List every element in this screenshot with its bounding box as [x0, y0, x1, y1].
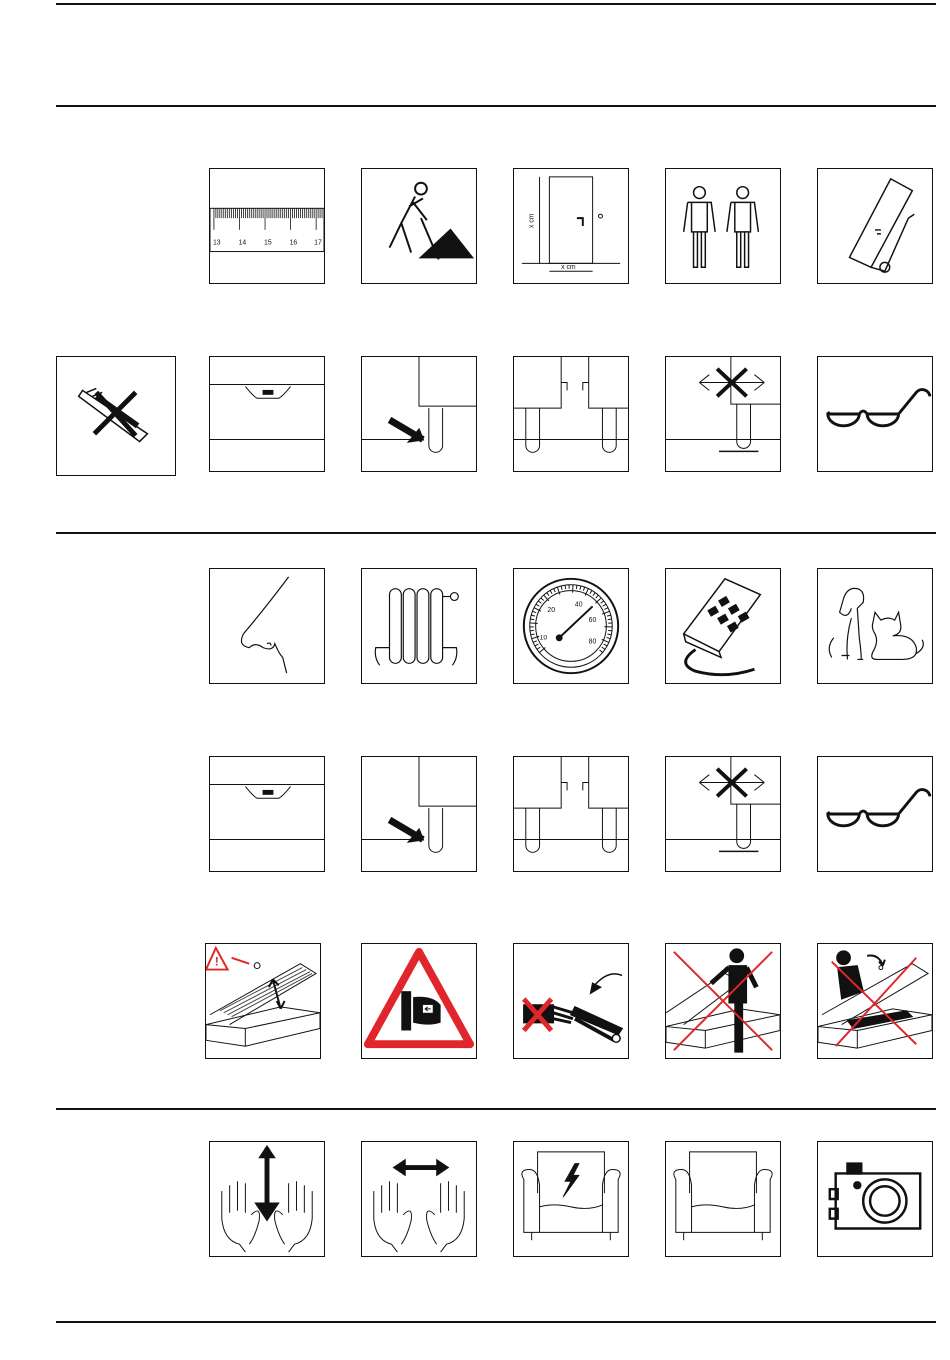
- hand-crush-warning-icon: [361, 943, 477, 1059]
- hands-horizontal-icon: [361, 1141, 477, 1257]
- gauge-tick: [601, 601, 604, 603]
- radiator-icon: [361, 568, 477, 684]
- no-slide-feet-icon: [665, 356, 781, 472]
- gauge-tick: [533, 641, 537, 643]
- gauge-tick: [580, 586, 581, 590]
- gauge-tick: [607, 637, 611, 638]
- gauge-tick: [531, 615, 535, 616]
- level-icon: [209, 756, 325, 872]
- gauge-tick: [547, 593, 549, 596]
- foot-arrow-icon: [361, 756, 477, 872]
- gauge-tick: [595, 598, 601, 603]
- gauge-tick: [607, 615, 611, 616]
- section-rule-1: [56, 105, 936, 107]
- door-measure-icon: [513, 168, 629, 284]
- svg-text:x cm: x cm: [561, 264, 576, 272]
- svg-text:80: 80: [588, 638, 597, 646]
- gauge-tick: [532, 611, 536, 612]
- svg-text:20: 20: [547, 607, 556, 615]
- gauge-tick: [535, 644, 538, 646]
- no-slide-feet-icon: [665, 756, 781, 872]
- gauge-tick: [538, 601, 541, 603]
- gauge-tick: [530, 619, 534, 620]
- gauge-tick: [530, 623, 538, 624]
- hand-truck-box-icon: [817, 168, 933, 284]
- gauge-tick: [554, 589, 556, 593]
- no-person-inside-bed-icon: [817, 943, 933, 1059]
- gauge-tick: [590, 590, 592, 593]
- svg-text:40: 40: [574, 601, 583, 609]
- gauge-tick: [541, 598, 544, 601]
- gauge-tick: [603, 604, 606, 606]
- no-knife-icon: [56, 356, 176, 476]
- bed-lift-warning-icon: [205, 943, 321, 1059]
- two-feet-icon: [513, 756, 629, 872]
- gauge-tick: [604, 644, 607, 646]
- svg-text:15: 15: [264, 239, 272, 247]
- gauge-tick: [593, 593, 595, 596]
- gauge-tick: [561, 586, 562, 590]
- two-people-icon: [665, 168, 781, 284]
- remote-control-icon: [665, 568, 781, 684]
- glasses-icon: [817, 356, 933, 472]
- two-feet-icon: [513, 356, 629, 472]
- gauge-tick: [583, 587, 584, 591]
- svg-text:10: 10: [539, 634, 548, 642]
- foot-arrow-icon: [361, 356, 477, 472]
- svg-text:13: 13: [212, 239, 221, 247]
- dog-cat-icon: [817, 568, 933, 684]
- camera-icon: [817, 1141, 933, 1257]
- gauge-tick: [576, 585, 577, 589]
- gauge-tick: [536, 604, 539, 606]
- level-icon: [209, 356, 325, 472]
- thermometer-gauge-icon: [513, 568, 629, 684]
- svg-text:60: 60: [588, 617, 597, 625]
- armchair-damage-icon: [513, 1141, 629, 1257]
- svg-text:16: 16: [289, 239, 298, 247]
- gauge-tick: [596, 595, 599, 598]
- section-rule-2: [56, 532, 936, 534]
- svg-text:14: 14: [238, 239, 247, 247]
- section-rule-3: [56, 1108, 936, 1110]
- gauge-tick: [604, 608, 608, 610]
- ruler-icon: [209, 168, 325, 284]
- hands-vertical-icon: [209, 1141, 325, 1257]
- no-hand-hinge-icon: [513, 943, 629, 1059]
- svg-text:17: 17: [314, 239, 322, 247]
- armchair-icon: [665, 1141, 781, 1257]
- top-rule: [56, 3, 936, 5]
- gauge-tick: [537, 647, 540, 649]
- svg-text:x cm: x cm: [528, 213, 536, 228]
- nose-icon: [209, 568, 325, 684]
- gauge-tick: [531, 634, 535, 635]
- gauge-tick: [608, 619, 612, 620]
- section-rule-4: [56, 1321, 936, 1323]
- no-standing-in-bed-icon: [665, 943, 781, 1059]
- gauge-tick: [550, 590, 552, 593]
- svg-text:!: !: [214, 955, 219, 969]
- gauge-tick: [607, 634, 611, 635]
- worker-shoveling-icon: [361, 168, 477, 284]
- gauge-tick: [600, 650, 603, 653]
- gauge-tick: [602, 647, 605, 649]
- glasses-icon: [817, 756, 933, 872]
- gauge-tick: [565, 585, 566, 589]
